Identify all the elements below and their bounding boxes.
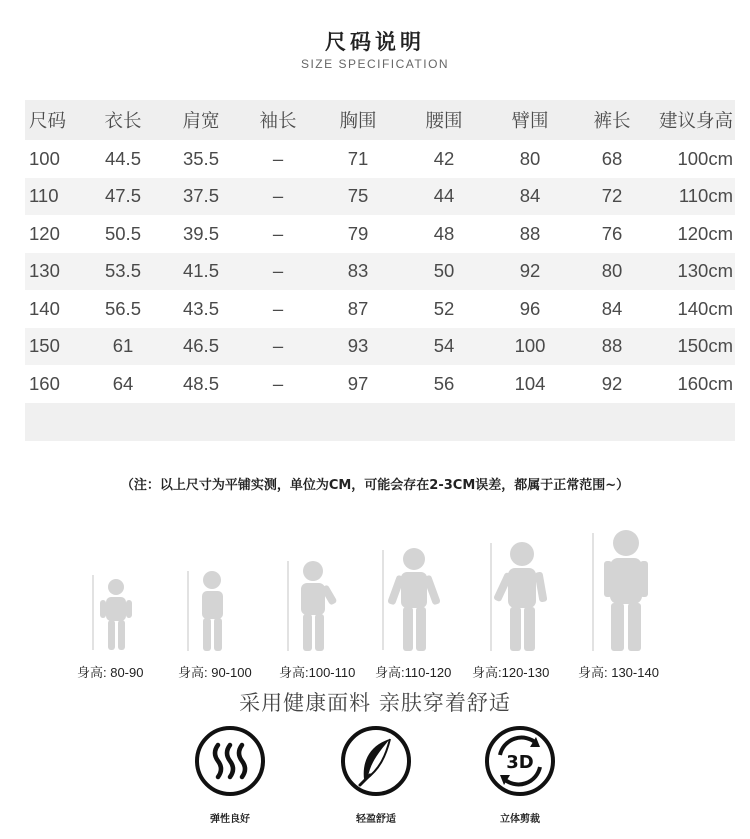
table-cell: 64 [112, 372, 134, 394]
height-guide-illustration [0, 525, 750, 685]
table-cell: 150cm [677, 335, 733, 357]
feature-label: 轻盈舒适 [356, 814, 396, 825]
height-ruler [382, 550, 384, 650]
table-header-cell: 袖长 [259, 110, 297, 131]
fabric-slogan: 采用健康面料 亲肤穿着舒适 [239, 691, 511, 715]
table-row [25, 140, 735, 178]
table-cell: 84 [519, 185, 541, 207]
height-ruler [92, 575, 94, 650]
table-cell: 48.5 [182, 372, 219, 394]
table-cell: 100cm [677, 147, 733, 169]
table-header-cell: 衣长 [104, 110, 142, 131]
table-header-cell: 臂围 [511, 110, 549, 131]
height-label: 身高: 90-100 [178, 665, 252, 680]
child-silhouette [202, 571, 223, 651]
table-header-cell: 尺码 [29, 110, 67, 131]
table-cell: 46.5 [182, 335, 219, 357]
table-cell: 100 [29, 147, 60, 169]
table-header-row [25, 100, 735, 140]
table-cell: 100 [514, 335, 546, 357]
table-row [25, 178, 735, 216]
table-cell: 56 [433, 372, 455, 394]
3d-badge: 3D [506, 752, 534, 773]
table-cell: 88 [601, 335, 623, 357]
table-cell: 84 [601, 297, 623, 319]
size-table [25, 100, 735, 441]
child-silhouette [301, 561, 337, 651]
table-header-cell: 裤长 [593, 110, 631, 131]
table-cell: 37.5 [182, 185, 219, 207]
table-cell: 56.5 [104, 297, 141, 319]
table-header-cell: 建议身高 [658, 110, 733, 131]
feather-icon [340, 725, 412, 797]
table-cell: 80 [601, 260, 623, 282]
table-cell: 42 [433, 147, 455, 169]
table-cell: 44 [433, 185, 455, 207]
table-cell: 87 [347, 297, 369, 319]
3d-icon [484, 725, 556, 797]
page-title: 尺码说明 [325, 30, 425, 54]
table-cell: 53.5 [104, 260, 141, 282]
table-cell: 130cm [677, 260, 733, 282]
child-silhouette [493, 542, 548, 651]
table-row [25, 365, 735, 403]
table-cell: 48 [433, 222, 455, 244]
height-label: 身高: 130-140 [578, 665, 659, 680]
table-cell: 54 [433, 335, 455, 357]
table-cell: 140 [29, 297, 60, 319]
table-cell: 96 [519, 297, 541, 319]
table-cell: 110cm [678, 185, 733, 207]
height-ruler [287, 561, 289, 651]
table-cell: – [272, 372, 284, 394]
height-ruler [592, 533, 594, 651]
table-cell: – [272, 185, 284, 207]
table-cell: 80 [519, 147, 541, 169]
table-row [25, 253, 735, 291]
table-cell: 43.5 [182, 297, 219, 319]
table-cell: 104 [514, 372, 546, 394]
table-cell: 35.5 [182, 147, 219, 169]
table-cell: 97 [347, 372, 369, 394]
table-cell: 92 [601, 372, 623, 394]
table-cell: 75 [347, 185, 369, 207]
table-footer-row [25, 403, 735, 441]
page-subtitle: SIZE SPECIFICATION [300, 57, 450, 71]
table-cell: 39.5 [182, 222, 219, 244]
table-cell: 92 [519, 260, 541, 282]
table-cell: 93 [347, 335, 369, 357]
table-row [25, 290, 735, 328]
table-cell: 71 [347, 147, 369, 169]
feature-label: 弹性良好 [210, 814, 250, 825]
table-cell: – [272, 222, 284, 244]
child-silhouette [387, 548, 441, 651]
table-cell: 120cm [677, 222, 733, 244]
table-cell: 44.5 [104, 147, 141, 169]
table-cell: 150 [29, 335, 60, 357]
child-silhouette [100, 579, 132, 650]
table-cell: 83 [347, 260, 369, 282]
child-silhouette [604, 530, 648, 651]
table-cell: 160cm [677, 372, 733, 394]
table-cell: 61 [112, 335, 134, 357]
table-cell: 50 [433, 260, 455, 282]
table-cell: 76 [601, 222, 623, 244]
height-ruler [490, 543, 492, 651]
table-cell: 50.5 [104, 222, 141, 244]
table-cell: 79 [347, 222, 369, 244]
measurement-note: （注：以上尺寸为平铺实测，单位为CM，可能会存在2-3CM误差，都属于正常范围~） [120, 478, 630, 493]
table-row [25, 215, 735, 253]
height-label: 身高: 80-90 [77, 665, 144, 680]
table-cell: – [272, 147, 284, 169]
table-cell: 130 [29, 260, 60, 282]
table-row [25, 328, 735, 366]
table-header-cell: 腰围 [425, 110, 463, 131]
table-cell: – [272, 297, 284, 319]
feature-label: 立体剪裁 [500, 814, 540, 825]
height-label: 身高:110-120 [375, 665, 452, 680]
table-cell: 47.5 [104, 185, 141, 207]
table-cell: 160 [29, 372, 60, 394]
table-cell: 120 [29, 222, 60, 244]
table-cell: – [272, 260, 284, 282]
table-cell: 52 [433, 297, 455, 319]
table-cell: 88 [519, 222, 541, 244]
table-cell: – [272, 335, 284, 357]
table-cell: 140cm [677, 297, 733, 319]
table-header-cell: 肩宽 [182, 110, 220, 131]
height-label: 身高:100-110 [279, 665, 356, 680]
table-cell: 72 [601, 185, 623, 207]
table-cell: 110 [29, 185, 59, 207]
table-cell: 41.5 [182, 260, 219, 282]
height-ruler [187, 571, 189, 651]
table-header-cell: 胸围 [339, 110, 377, 131]
height-label: 身高:120-130 [472, 665, 550, 680]
wave-icon [194, 725, 266, 797]
table-cell: 68 [601, 147, 623, 169]
